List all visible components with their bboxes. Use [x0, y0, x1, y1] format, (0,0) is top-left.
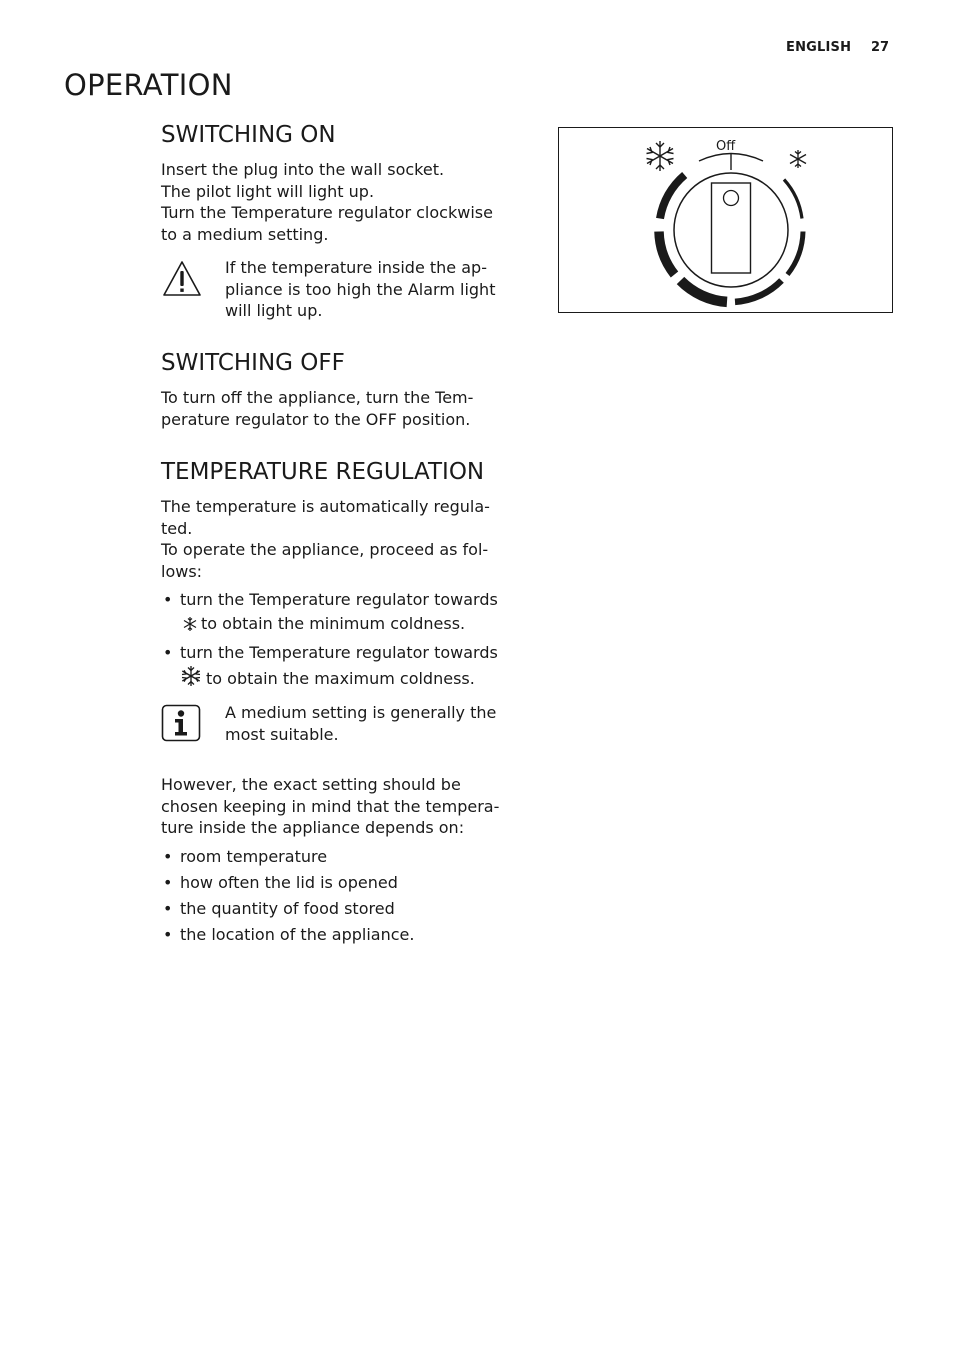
- dial-off-label: Off: [716, 139, 736, 154]
- info-text-line: most suitable.: [225, 724, 339, 744]
- header-language: ENGLISH: [786, 40, 852, 55]
- info-icon: [161, 704, 201, 746]
- dial-drawing: [559, 128, 894, 314]
- step-text: turn the Temperature regulator towards: [180, 590, 498, 609]
- list-item: • the location of the appliance.: [161, 923, 516, 947]
- info-note: [161, 702, 516, 752]
- header-page-number: 27: [871, 40, 890, 55]
- switching-on-line: to a medium setting.: [161, 224, 329, 244]
- temperature-regulation-heading: TEMPERATURE REGULATION: [161, 459, 485, 485]
- switching-off-heading: SWITCHING OFF: [161, 350, 345, 376]
- however-line: However, the exact setting should be: [161, 775, 461, 794]
- switching-on-heading: SWITCHING ON: [161, 122, 336, 148]
- warning-note: [161, 257, 516, 322]
- list-item: • room temperature: [161, 845, 516, 869]
- step-text: to obtain the minimum coldness.: [201, 614, 466, 633]
- temperature-intro-line: The temperature is automatically regula-: [161, 497, 490, 516]
- however-line: chosen keeping in mind that the tempera-: [161, 796, 500, 816]
- switching-off-line: perature regulator to the OFF position.: [161, 409, 471, 429]
- switching-off-line: To turn off the appliance, turn the Tem-: [161, 388, 474, 407]
- large-snowflake-icon: [180, 665, 202, 694]
- warning-text-line: will light up.: [225, 301, 323, 320]
- warning-triangle-icon: [161, 259, 203, 303]
- switching-off-section: [161, 349, 516, 430]
- page-title: OPERATION: [64, 68, 233, 102]
- list-item: [161, 641, 516, 694]
- list-item: • how often the lid is opened: [161, 871, 516, 895]
- temperature-intro-line: To operate the appliance, proceed as fol-: [161, 540, 489, 559]
- step-text: to obtain the maximum coldness.: [206, 669, 475, 688]
- factors-list: [161, 845, 516, 947]
- temperature-intro-line: ted.: [161, 518, 193, 538]
- temperature-dial-illustration: [558, 127, 893, 313]
- small-snowflake-icon: [790, 150, 806, 168]
- temperature-intro-line: lows:: [161, 561, 203, 581]
- small-snowflake-icon: [183, 615, 197, 639]
- list-item: • the quantity of food stored: [161, 897, 516, 921]
- switching-on-line: Turn the Temperature regulator clockwise: [161, 203, 493, 222]
- large-snowflake-icon: [647, 141, 674, 171]
- info-text-line: A medium setting is generally the: [225, 703, 497, 722]
- warning-text-line: If the temperature inside the ap-: [225, 258, 487, 277]
- however-line: ture inside the appliance depends on:: [161, 818, 465, 837]
- step-text: turn the Temperature regulator towards: [180, 643, 498, 662]
- warning-text-line: pliance is too high the Alarm light: [225, 279, 496, 299]
- temperature-regulation-section: [161, 458, 516, 949]
- switching-on-section: [161, 121, 516, 322]
- regulator-steps-list: [161, 588, 516, 694]
- switching-on-line: The pilot light will light up.: [161, 181, 375, 201]
- switching-on-line: Insert the plug into the wall socket.: [161, 160, 445, 179]
- list-item: [161, 588, 516, 639]
